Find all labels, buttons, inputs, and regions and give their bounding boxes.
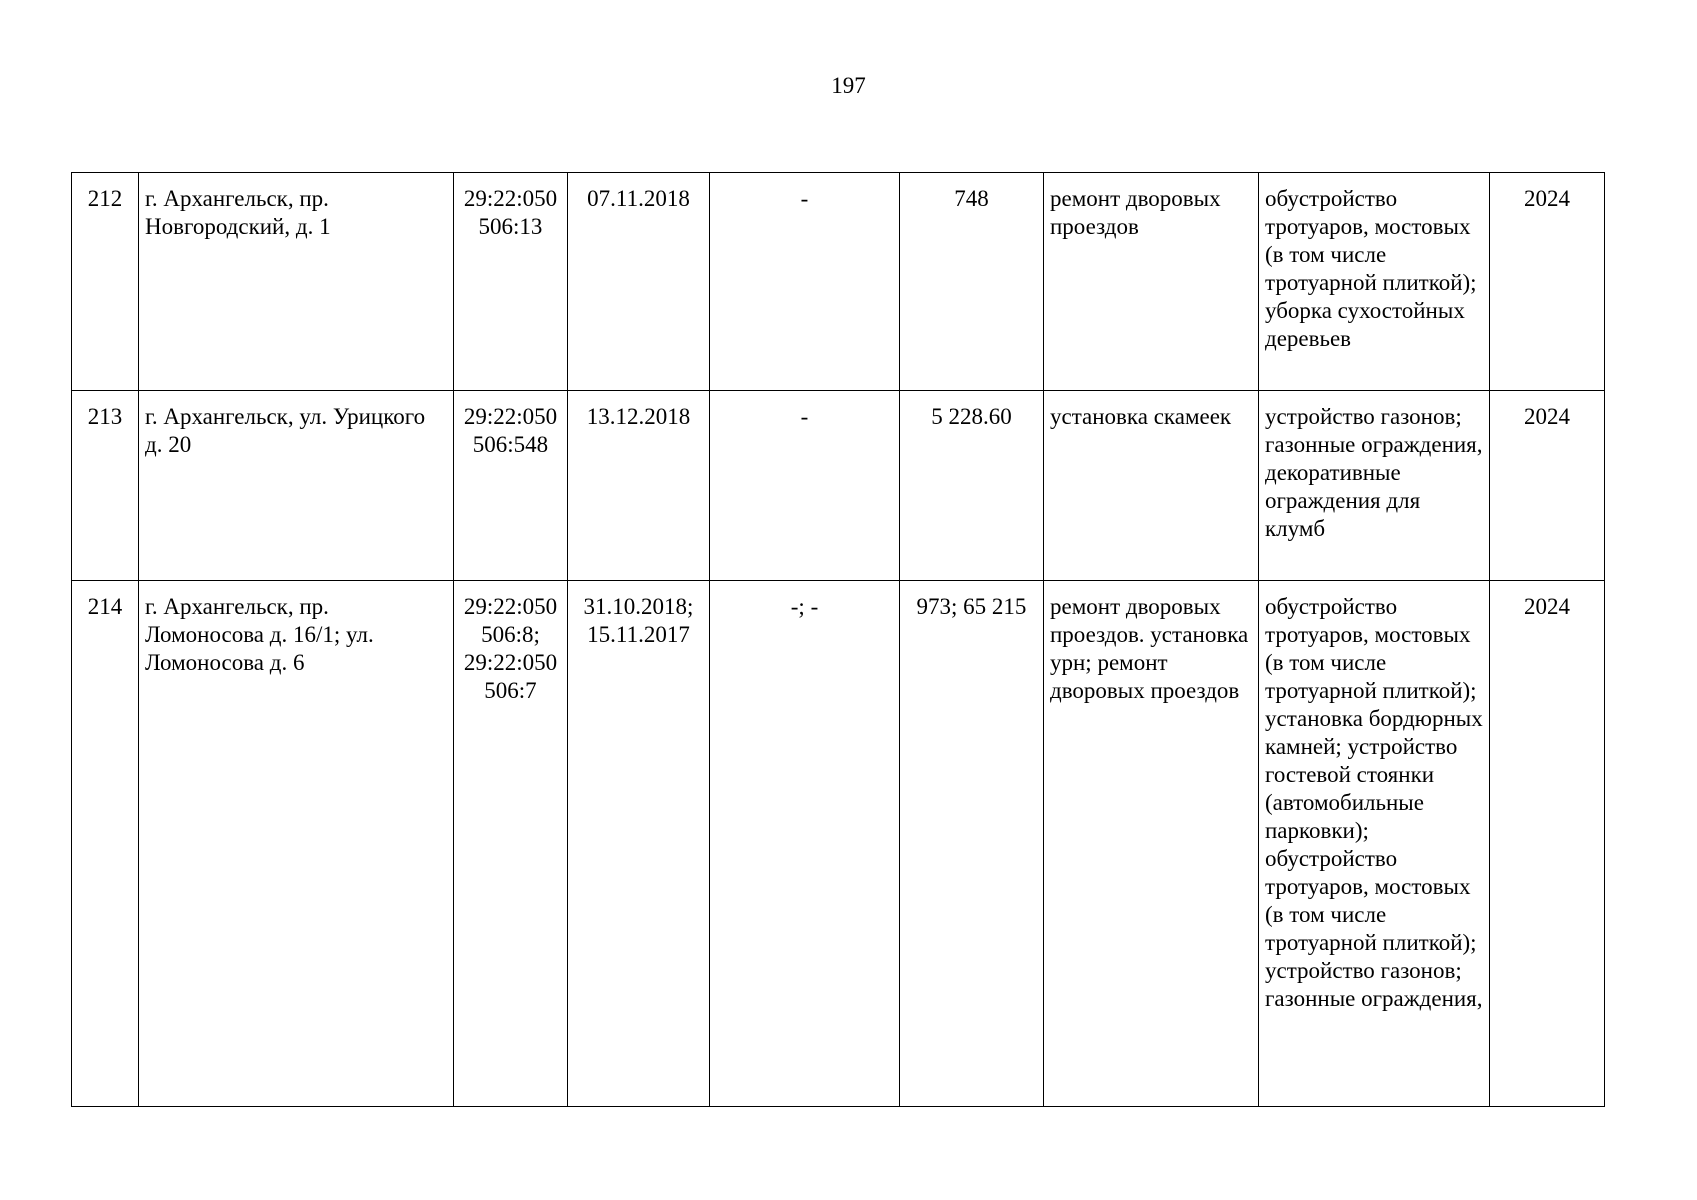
empty-value-cell: -; -	[710, 581, 900, 1107]
address-cell: г. Архангельск, пр. Ломоносова д. 16/1; ул. Ломоносова д. 6	[139, 581, 454, 1107]
additional-works-cell: обустройство тротуаров, мостовых (в том числе тротуарной плиткой); уборка сухостойных деревьев	[1259, 173, 1490, 391]
cadastral-number-cell: 29:22:050 506:13	[454, 173, 568, 391]
additional-works-cell: устройство газонов; газонные ограждения, декоративные ограждения для клумб	[1259, 391, 1490, 581]
year-cell: 2024	[1490, 173, 1605, 391]
date-cell: 07.11.2018	[568, 173, 710, 391]
table-row	[72, 391, 1605, 581]
area-cell: 5 228.60	[900, 391, 1044, 581]
row-number-cell: 212	[72, 173, 139, 391]
table-row	[72, 581, 1605, 1107]
address-cell: г. Архангельск, пр. Новгородский, д. 1	[139, 173, 454, 391]
year-cell: 2024	[1490, 391, 1605, 581]
page-number: 197	[831, 73, 866, 98]
area-cell: 973; 65 215	[900, 581, 1044, 1107]
empty-value-cell: -	[710, 173, 900, 391]
minimum-works-cell: установка скамеек	[1044, 391, 1259, 581]
row-number-cell: 213	[72, 391, 139, 581]
registry-table	[71, 172, 1605, 1107]
date-cell: 31.10.2018; 15.11.2017	[568, 581, 710, 1107]
date-cell: 13.12.2018	[568, 391, 710, 581]
empty-value-cell: -	[710, 391, 900, 581]
minimum-works-cell: ремонт дворовых проездов. установка урн; ремонт дворовых проездов	[1044, 581, 1259, 1107]
address-cell: г. Архангельск, ул. Урицкого д. 20	[139, 391, 454, 581]
minimum-works-cell: ремонт дворовых проездов	[1044, 173, 1259, 391]
cadastral-number-cell: 29:22:050 506:548	[454, 391, 568, 581]
year-cell: 2024	[1490, 581, 1605, 1107]
row-number-cell: 214	[72, 581, 139, 1107]
cadastral-number-cell: 29:22:050 506:8; 29:22:050 506:7	[454, 581, 568, 1107]
table-row	[72, 173, 1605, 391]
additional-works-cell: обустройство тротуаров, мостовых (в том числе тротуарной плиткой); установка бордюрных камней; устройство гостевой стоянки (автомобильные парковки); обустройство тротуаров, мостовых (в том числе тротуарной плиткой); устройство газонов; газонные ограждения,	[1259, 581, 1490, 1107]
area-cell: 748	[900, 173, 1044, 391]
